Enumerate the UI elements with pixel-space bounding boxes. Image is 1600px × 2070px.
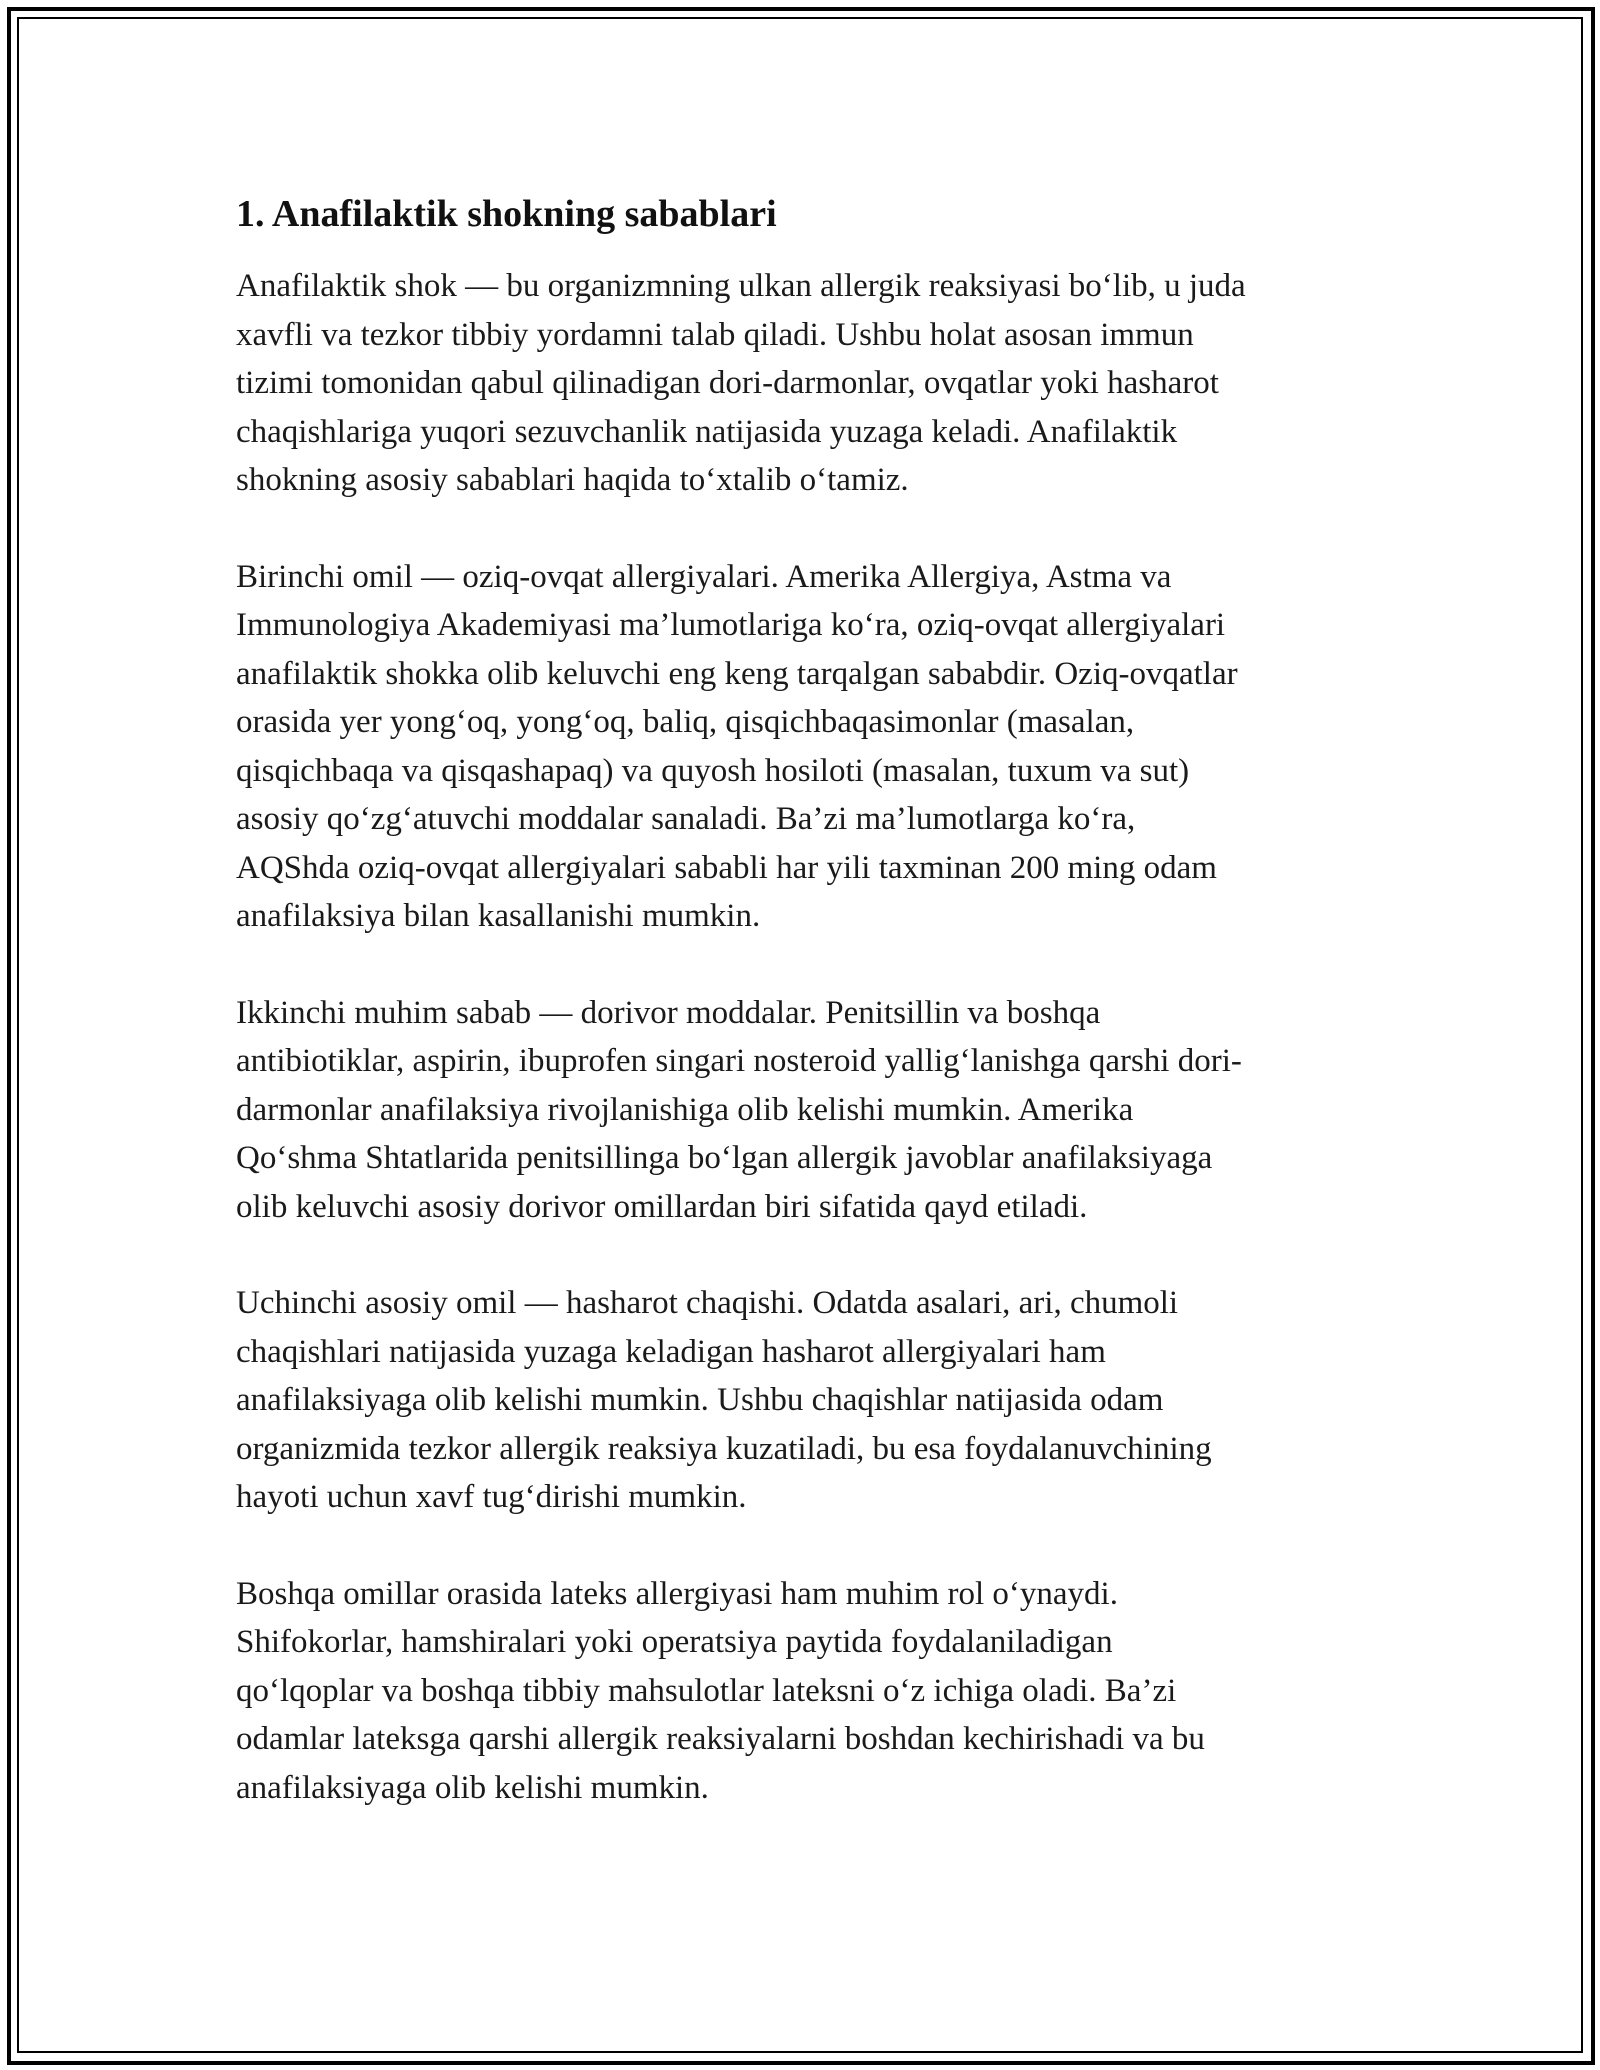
document-body (236, 186, 1366, 1812)
section-heading: 1. Anafilaktik shokning sabablari (236, 193, 777, 235)
paragraph-food-allergies: Birinchi omil — oziq-ovqat allergiyalari. Amerika Allergiya, Astma va Immunologiya Akademiyasi ma’lumotlariga ko‘ra, oziq-ovqat allergiyalari anafilaktik shokka olib keluvchi eng keng tarqalgan sababdir. Oziq-ovqatlar orasida yer yong‘oq, yong‘oq, baliq, qisqichbaqasimonlar (masalan, qisqichbaqa va qisqashapaq) va quyosh hosiloti (masalan, tuxum va sut) asosiy qo‘zg‘atuvchi moddalar sanaladi. Ba’zi ma’lumotlarga ko‘ra, AQShda oziq-ovqat allergiyalari sababli har yili taxminan 200 ming odam anafilaksiya bilan kasallanishi mumkin. (236, 558, 1238, 934)
paragraph-medications: Ikkinchi muhim sabab — dorivor moddalar. Penitsillin va boshqa antibiotiklar, aspirin, ibuprofen singari nosteroid yallig‘lanishga qarshi dori- darmonlar anafilaksiya rivojlanishiga olib kelishi mumkin. Amerika Qo‘shma Shtatlarida penitsillinga bo‘lgan allergik javoblar anafilaksiyaga olib keluvchi asosiy dorivor omillardan biri sifatida qayd etiladi. (236, 994, 1242, 1225)
paragraph-latex-allergy: Boshqa omillar orasida lateks allergiyasi ham muhim rol o‘ynaydi. Shifokorlar, hamshiralari yoki operatsiya paytida foydalaniladigan qo‘lqoplar va boshqa tibbiy mahsulotlar lateksni o‘z ichiga oladi. Ba’zi odamlar lateksga qarshi allergik reaksiyalarni boshdan kechirishadi va bu anafilaksiyaga olib kelishi mumkin. (236, 1575, 1205, 1806)
paragraph-insect-stings: Uchinchi asosiy omil — hasharot chaqishi. Odatda asalari, ari, chumoli chaqishlari natijasida yuzaga keladigan hasharot allergiyalari ham anafilaksiyaga olib kelishi mumkin. Ushbu chaqishlar natijasida odam organizmida tezkor allergik reaksiya kuzatiladi, bu esa foydalanuvchining hayoti uchun xavf tug‘dirishi mumkin. (236, 1285, 1212, 1515)
paragraph-intro: Anafilaktik shok — bu organizmning ulkan allergik reaksiyasi bo‘lib, u juda xavfli va tezkor tibbiy yordamni talab qiladi. Ushbu holat asosan immun tizimi tomonidan qabul qilinadigan dori-darmonlar, ovqatlar yoki hasharot chaqishlariga yuqori sezuvchanlik natijasida yuzaga keladi. Anafilaktik shokning asosiy sabablari haqida to‘xtalib o‘tamiz. (236, 268, 1246, 498)
